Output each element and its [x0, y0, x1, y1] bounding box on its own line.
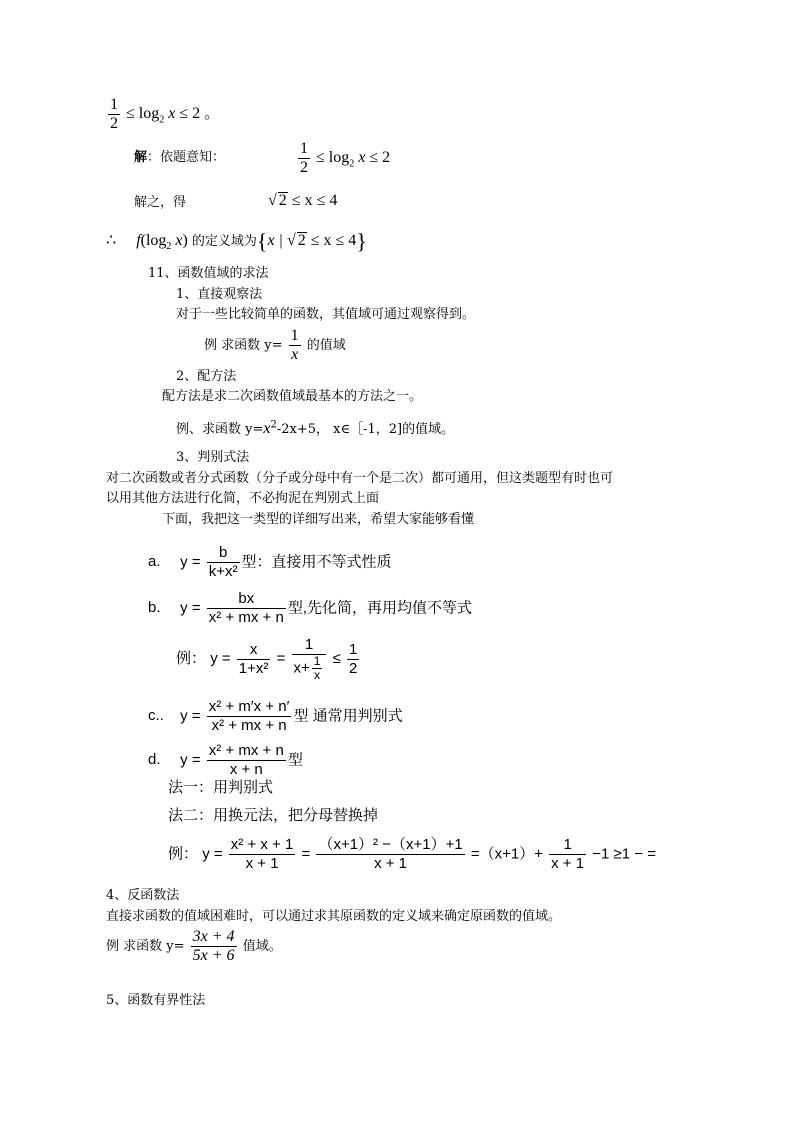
math-text: y = — [180, 553, 201, 571]
method-3-desc-3: 下面，我把这一类型的详细写出来，希望大家能够看懂 — [162, 512, 475, 527]
type-desc: 型 通常用判别式 — [293, 707, 403, 725]
fraction — [207, 698, 292, 735]
numerator: 1 — [349, 640, 358, 658]
method-2-title: 2、配方法 — [176, 369, 237, 384]
numerator: x² + x + 1 — [230, 836, 294, 853]
radicand: 2 — [278, 192, 287, 209]
numerator: 1 — [290, 327, 299, 344]
numerator: 1 — [300, 140, 308, 157]
inequality-line — [106, 96, 220, 133]
math-var: x — [175, 232, 183, 249]
type-d-method-2: 法二：用换元法，把分母替换掉 — [168, 807, 379, 824]
math-fn: f — [136, 232, 141, 249]
denominator: x + n — [229, 761, 263, 778]
exponent: 2 — [270, 419, 277, 431]
denominator: x — [291, 346, 299, 363]
denominator: 5x + 6 — [192, 947, 235, 964]
math-text: ≤ — [332, 649, 341, 667]
therefore-symbol: ∴ — [106, 232, 117, 249]
math-text: y = — [180, 751, 201, 769]
denominator: 2 — [349, 659, 358, 677]
denominator: 1+x² — [238, 659, 269, 677]
item-label: b. — [148, 599, 161, 617]
method-3-title: 3、判别式法 — [176, 450, 250, 465]
fraction — [207, 590, 286, 627]
inner-fraction — [312, 655, 323, 682]
fraction — [191, 928, 237, 965]
type-d-method-1: 法一：用判别式 — [168, 779, 274, 796]
math-text: = — [301, 845, 311, 863]
math-text: ≤ 2 。 — [179, 105, 221, 123]
method-4-example — [106, 928, 282, 965]
subscript: 2 — [349, 158, 355, 170]
math-text: ≤ x ≤ 4 — [310, 232, 357, 249]
math-text: =（x+1）+ — [470, 845, 543, 863]
math-text: (log — [140, 232, 167, 249]
math-text: y = — [180, 599, 201, 617]
type-b — [148, 590, 472, 627]
example-text: -2x+5， x∈［-1，2]的值域。 — [276, 422, 455, 437]
fraction — [316, 836, 464, 873]
method-2-example — [176, 421, 454, 438]
numerator: 3x + 4 — [192, 928, 235, 945]
denominator: x² + mx + n — [208, 609, 284, 626]
denominator: x + 1 — [374, 855, 408, 872]
solve-inequality: √ 2 ≤ x ≤ 4 — [268, 192, 338, 209]
fraction — [229, 836, 296, 873]
math-text: ≤ 2 — [369, 149, 391, 167]
denominator: x + 1 — [551, 855, 585, 872]
solution-inequality — [296, 140, 390, 177]
example-text: 例 求函数 y= — [106, 939, 185, 954]
denominator — [292, 655, 327, 682]
subscript: 2 — [166, 241, 172, 253]
method-3-desc-2: 以用其他方法进行化简，不必拘泥在判别式上面 — [106, 491, 380, 506]
fraction-one-over-x — [289, 327, 301, 364]
math-text: −1 ≥1 − = — [592, 845, 656, 863]
fraction — [347, 641, 359, 678]
type-d-example — [168, 836, 656, 873]
type-a — [148, 544, 392, 581]
numerator: 1 — [549, 836, 586, 855]
math-var: x — [358, 149, 366, 167]
math-text: ≤ log — [316, 149, 350, 167]
numerator: bx — [207, 590, 286, 609]
numerator: 1 — [110, 96, 118, 113]
fraction — [237, 641, 271, 678]
type-desc: 型：直接用不等式性质 — [241, 553, 392, 571]
denominator: 2 — [300, 159, 308, 176]
type-b-example — [176, 636, 361, 682]
section-11-title: 11、函数值域的求法 — [148, 266, 269, 281]
method-4-title: 4、反函数法 — [106, 888, 180, 903]
math-var: x — [168, 105, 176, 123]
example-text: 例、求函数 y= — [176, 422, 264, 437]
method-1-example — [204, 327, 346, 364]
method-5-title: 5、函数有界性法 — [106, 993, 206, 1008]
numerator: （x+1）² −（x+1）+1 — [318, 836, 463, 853]
denominator: 2 — [110, 115, 118, 132]
denominator: x² + mx + n — [211, 717, 287, 734]
solution-label: 解 — [134, 150, 148, 165]
denominator: k+x² — [208, 563, 238, 580]
method-1-desc: 对于一些比较简单的函数，其值域可通过观察得到。 — [176, 307, 476, 322]
example-text: 值域。 — [242, 939, 282, 954]
math-text: = — [276, 649, 286, 667]
radicand: 2 — [297, 232, 306, 249]
math-text: y = — [210, 649, 231, 667]
denominator: x + 1 — [245, 855, 279, 872]
math-var: x — [263, 420, 271, 437]
type-c — [148, 698, 403, 735]
example-text: 例 求函数 y= — [204, 338, 283, 353]
type-desc: 型 — [287, 751, 303, 769]
solve-label: 解之，得 — [134, 195, 187, 210]
set-var: x | — [267, 232, 283, 249]
math-text: ≤ x ≤ 4 — [291, 192, 338, 209]
denominator: x — [314, 668, 321, 682]
example-text: 的值域 — [306, 338, 346, 353]
numerator: 1 — [313, 654, 321, 668]
item-label: c.. — [148, 707, 164, 725]
subscript: 2 — [159, 114, 165, 126]
numerator: x² + m′x + n′ — [208, 698, 290, 715]
numerator: x² + mx + n — [208, 742, 284, 759]
math-text: ) — [182, 232, 188, 249]
item-label: a. — [148, 553, 161, 571]
method-3-desc-1: 对二次函数或者分式函数（分子或分母中有一个是二次）都可通用，但这类题型有时也可 — [106, 471, 614, 486]
fraction — [549, 836, 586, 873]
domain-text: 的定义域为 — [191, 233, 257, 248]
domain-conclusion: ∴ $f(\log_2$ x) 的定义域为{x | √ 2 ≤ x ≤ 4} — [106, 228, 367, 254]
method-1-title: 1、直接观察法 — [176, 287, 263, 302]
example-label: 例： — [176, 649, 207, 667]
example-label: 例： — [168, 845, 199, 863]
item-label: d. — [148, 751, 161, 769]
numerator: x — [237, 641, 271, 660]
numerator: 1 — [292, 636, 327, 655]
fraction-half — [298, 140, 310, 177]
math-text: y = — [202, 845, 223, 863]
solution-text: ：依题意知： — [147, 150, 226, 165]
method-2-desc: 配方法是求二次函数值域最基本的方法之一。 — [162, 389, 423, 404]
solution-label-line — [134, 150, 225, 166]
compound-fraction — [292, 636, 327, 682]
type-d — [148, 742, 303, 779]
math-text: y = — [180, 707, 201, 725]
fraction — [207, 742, 286, 779]
math-text: x+ — [293, 659, 310, 677]
numerator: b — [207, 544, 240, 563]
fraction-half — [108, 96, 120, 133]
fraction — [207, 544, 240, 581]
type-desc: 型,先化简，再用均值不等式 — [287, 599, 472, 617]
method-4-desc: 直接求函数的值域困难时，可以通过求其原函数的定义域来确定原函数的值域。 — [106, 909, 562, 924]
math-text: ≤ log — [126, 105, 160, 123]
solve-text — [134, 195, 186, 211]
